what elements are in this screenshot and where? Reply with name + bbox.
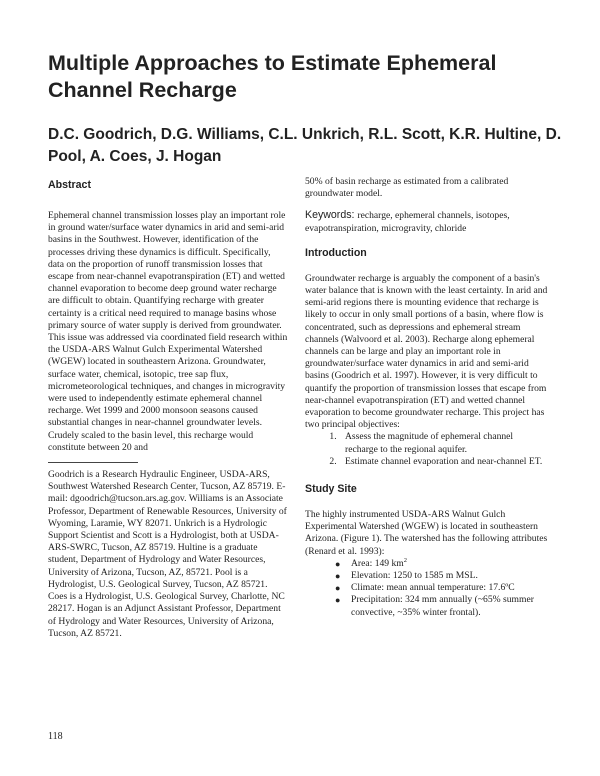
study-site-heading: Study Site <box>305 483 357 496</box>
keywords-line <box>305 209 548 234</box>
keywords-label: Keywords <box>305 209 352 222</box>
objectives-list <box>305 431 548 468</box>
bullet-icon: ● <box>335 595 341 606</box>
introduction-heading: Introduction <box>305 246 367 259</box>
bullet-icon: ● <box>335 583 341 594</box>
watershed-attributes-list <box>305 558 548 619</box>
keywords-text: recharge, ephemeral channels, isotopes, evapotranspiration, microgravity, chloride <box>305 210 510 234</box>
list-item <box>335 594 548 618</box>
introduction-text: Groundwater recharge is arguably the component of a basin's water balance that is known with the least certainty. In arid and semi-arid regions there is mounting evidence that recharge is likely to occur in only small portions of a basin, where flow is concentrated, such as depressions and ephemeral stream channels (Walvoord et al. 2003). Recharge along ephemeral channels can be large and play an important role in groundwater/surface water dynamics in arid and semi-arid basins (Goodrich et al. 1997). However, it is very difficult to quantify the proportion of transmission losses that escape from near-channel evapotranspiration (ET) and wetted channel evaporation to become groundwater recharge. This project has two principal objectives: <box>305 272 548 431</box>
abstract-text: Ephemeral channel transmission losses play an important role in ground water/surface water dynamics in arid and semi-arid basins in the Southwest. However, identification of the processes driving these dynamics is difficult. Specifically, data on the proportion of runoff transmission losses that escape from near-channel evapotranspiration (ET) and wetted channel evaporation to become deep ground water recharge are difficult to obtain. Quantifying recharge with greater certainty is a critical need required to manage basins whose primary source of water supply is derived from groundwater. This issue was addressed via coordinated field research within the USDA-ARS Walnut Gulch Experimental Watershed (WGEW) located in southeastern Arizona. Groundwater, surface water, chemical, isotopic, tree sap flux, micrometeorological techniques, and changes in microgravity were used to independently estimate ephemeral channel recharge. Wet 1999 and 2000 monsoon seasons caused substantial changes in near-channel groundwater levels. Crudely scaled to the basin level, this recharge would constitute between 20 and <box>48 210 288 453</box>
list-item <box>335 570 548 582</box>
objective-1-text: Assess the magnitude of ephemeral channel recharge to the regional aquifer. <box>345 431 514 455</box>
keywords-colon: : <box>351 209 358 222</box>
left-column <box>48 178 288 640</box>
list-item <box>339 456 548 468</box>
bullet-icon: ● <box>335 571 341 582</box>
author-list: D.C. Goodrich, D.G. Williams, C.L. Unkrich, R.L. Scott, K.R. Hultine, D. Pool, A. Coes, J. Hogan <box>48 126 562 165</box>
list-item <box>335 558 548 570</box>
elevation-text: Elevation: 1250 to 1585 m MSL. <box>351 570 478 582</box>
list-item <box>335 582 548 594</box>
precipitation-text: Precipitation: 324 mm annually (~65% summer convective, ~35% winter frontal). <box>351 594 534 618</box>
abstract-heading: Abstract <box>48 179 91 191</box>
paper-title: Multiple Approaches to Estimate Ephemeral Channel Recharge <box>48 51 497 102</box>
objective-2-text: Estimate channel evaporation and near-channel ET. <box>345 455 543 467</box>
area-superscript: 2 <box>403 556 408 564</box>
list-item <box>339 431 548 455</box>
climate-text: Climate: mean annual temperature: 17.6ºC <box>351 582 515 594</box>
author-affiliations-footnote: Goodrich is a Research Hydraulic Engineer, USDA-ARS, Southwest Watershed Research Center, Tucson, AZ 85719. E-mail: dgoodrich@tucson.ars.ag.gov. Williams is an Associate Professor, Department of Renewable Resources, University of Wyoming, Laramie, WY 82071. Unkrich is a Hydrologic Support Scientist and Scott is a Hydrologist, both at USDA-ARS-SWRC, Tucson, AZ 85719. Hultine is a graduate student, Department of Hydrology and Water Resources, University of Arizona, Tucson, AZ, 85721. Pool is a Hydrologist, U.S. Geological Survey, Tucson, AZ 85721. Coes is a Hydrologist, U.S. Geological Survey, Charlotte, NC 28217. Hogan is an Adjunct Assistant Professor, Department of Hydrology and Water Resources, University of Arizona, Tucson, AZ 85721. <box>48 469 287 639</box>
abstract-continued-text: 50% of basin recharge as estimated from a calibrated groundwater model. <box>305 176 509 200</box>
bullet-icon: ● <box>335 558 341 569</box>
study-site-text: The highly instrumented USDA-ARS Walnut Gulch Experimental Watershed (WGEW) is located in southeastern Arizona. (Figure 1). The watershed has the following attributes (Renard et al. 1993): <box>305 509 548 557</box>
page-number: 118 <box>48 731 63 742</box>
right-column <box>305 176 548 619</box>
area-text: Area: 149 km <box>351 557 404 569</box>
